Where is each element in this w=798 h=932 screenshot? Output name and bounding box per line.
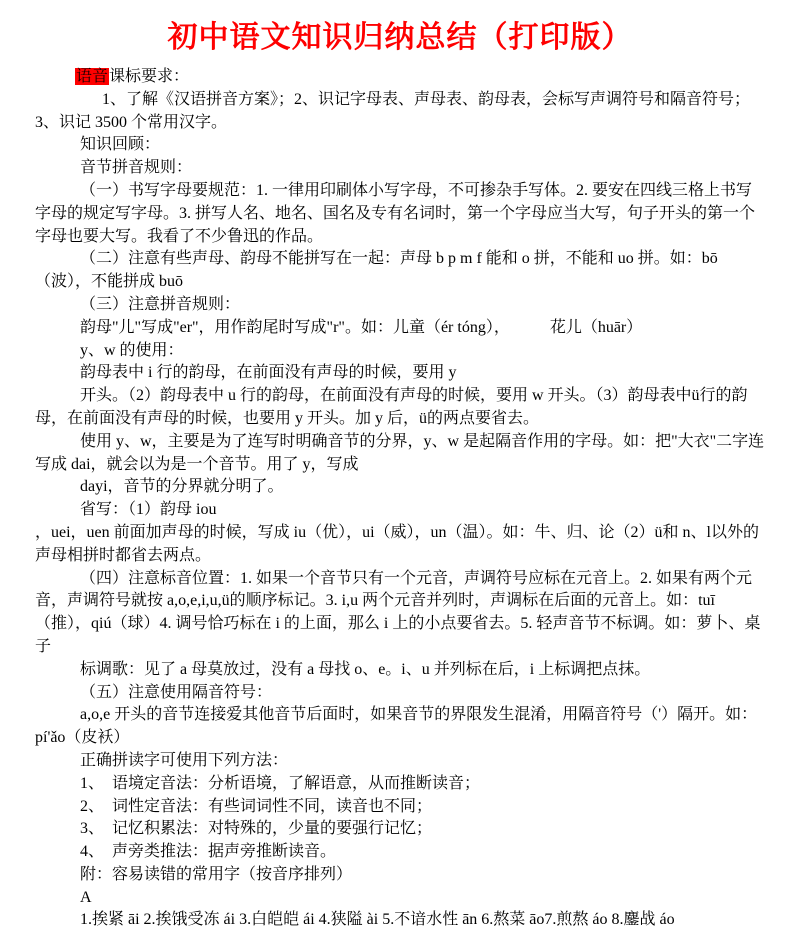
paragraph: 语音课标要求： [76,68,190,85]
paragraph: （一）书写字母要规范：1. 一律用印刷体小写字母，不可掺杂手写体。2. 要安在四线三格上书写字母的规定写字母。3. 拼写人名、地名、国名及专有名词时，第一个字母应当大写，句子开头的第一个字母也要大写。我看了不少鲁迅的作品。 [35,181,756,245]
paragraph: 附：容易读错的常用字（按音序排列） [80,865,353,883]
paragraph: y、w 的使用： [80,341,184,359]
paragraph: （三）注意拼音规则： [80,295,241,313]
highlighted-term: 语音 [76,68,109,85]
paragraph: 韵母表中 i 行的韵母，在前面没有声母的时候，要用 y [80,364,457,382]
paragraph: 音节拼音规则： [80,159,193,177]
paragraph: 2、 词性定音法：有些词词性不同，读音也不同； [80,797,433,815]
paragraph: （五）注意使用隔音符号： [80,683,273,701]
paragraph: dayi，音节的分界就分明了。 [80,478,284,496]
paragraph: 1.挨紧 āi 2.挨饿受冻 ái 3.白皑皑 ái 4.狭隘 ài 5.不谙水性 ān 6.熬菜 āo7.煎熬 áo 8.鏖战 áo [80,911,675,929]
paragraph: 知识回顾： [80,136,161,154]
paragraph: ，uei，uen 前面加声母的时候，写成 iu（优），ui（威），un（温）。如：牛、归、论（2）ü和 n、l以外的声母相拼时都省去两点。 [35,523,759,564]
paragraph: a,o,e 开头的音节连接爱其他音节后面时，如果音节的界限发生混淆，用隔音符号（'）隔开。如：p​í'ǎo（皮袄） [35,706,758,747]
paragraph: （四）注意标音位置：1. 如果一个音节只有一个元音，声调符号应标在元音上。2. 如果有两个元音，声调符号就按 a,o,e,i,u,ü的顺序标记。3. i,u 两个元音并列时，声调标在后面的元音上。如：tuī（推），qiú（球）4. 调号恰巧标在 i 的上面，那么 i 上的小点要省去。5. 轻声音节不标调。如：萝卜、桌子 [35,569,761,655]
paragraph: 使用 y、w，主要是为了连写时明确音节的分界，y、w 是起隔音作用的字母。如：把"大衣"二字连写成 dai，就会以为是一个音节。用了 y，写成 [35,432,765,473]
paragraph: 省写：（1）韵母 iou [80,501,217,519]
paragraph: 1、了解《汉语拼音方案》；2、识记字母表、声母表、韵母表，会标写声调符号和隔音符号；3、识记 3500 个常用汉字。 [35,90,751,131]
paragraph: 正确拼读字可使用下列方法： [80,751,289,769]
document-body [35,66,765,932]
paragraph: A [80,888,92,906]
paragraph: 1、 语境定音法：分析语境，了解语意，从而推断读音； [80,774,481,792]
paragraph: 韵母"儿"写成"er"，用作韵尾时写成"r"。如：儿童（ér tóng）， 花儿（huār） [80,318,643,336]
paragraph: 4、 声旁类推法：据声旁推断读音。 [80,843,337,861]
document-title: 初中语文知识归纳总结（打印版） [167,21,633,54]
paragraph: 开头。（2）韵母表中 u 行的韵母，在前面没有声母的时候，要用 w 开头。（3）韵母表中ü行的韵母，在前面没有声母的时候，也要用 y 开头。加 y 后，ü的两点要省去。 [35,387,748,427]
paragraph: 标调歌：见了 a 母莫放过，没有 a 母找 o、e。i、u 并列标在后，i 上标调把点抹。 [80,660,651,678]
paragraph: 3、 记忆积累法：对特殊的，少量的要强行记忆； [80,820,433,838]
paragraph: （二）注意有些声母、韵母不能拼写在一起：声母 b p m f 能和 o 拼，不能和 uo 拼。如：bō（波），不能拼成 buō [35,250,718,291]
